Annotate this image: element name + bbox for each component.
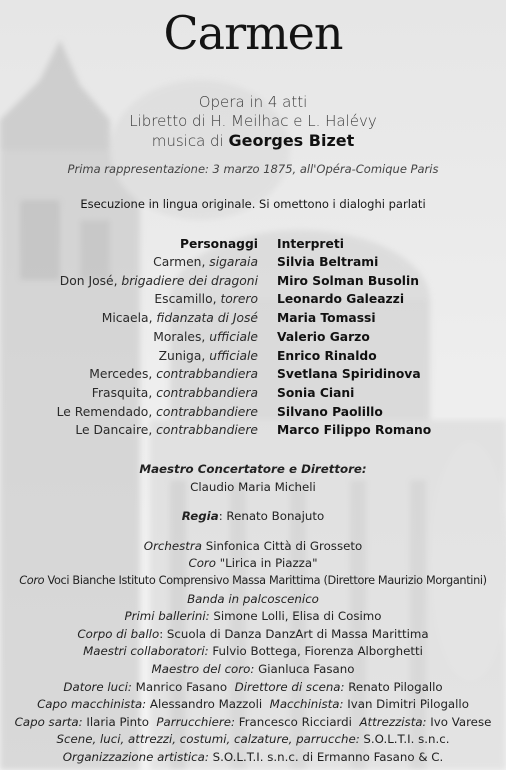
character-name: Escamillo, — [154, 292, 217, 307]
character-name: Morales, — [153, 329, 206, 344]
character-name: Carmen, — [153, 255, 206, 269]
performer-name: Miro Solman Busolin — [277, 273, 419, 288]
character-description: ufficiale — [209, 329, 258, 344]
performer-name: Silvia Beltrami — [277, 255, 379, 269]
character-name: Le Remendado, — [56, 404, 153, 419]
character-description: fidanzata di José — [156, 311, 258, 326]
cast-role — [75, 423, 258, 437]
wardrobe-line: Capo sarta: Ilaria Pinto Parrucchiere: Francesco Ricciardi Attrezzista: Ivo Varese — [14, 715, 492, 729]
character-description: contrabbandiera — [156, 367, 258, 382]
performer-name: Leonardo Galeazzi — [277, 292, 405, 307]
cast-role — [102, 311, 258, 325]
cast-row — [0, 292, 506, 310]
direction-line — [0, 509, 506, 523]
cast-row — [0, 367, 506, 385]
premiere-note: Prima rappresentazione: 3 marzo 1875, all'Opéra-Comique Paris — [67, 162, 439, 176]
performer-name: Valerio Garzo — [277, 329, 370, 344]
cast-row — [0, 349, 506, 367]
character-name: Don José, — [59, 273, 118, 288]
cast-role — [154, 292, 258, 306]
performer-name: Sonia Ciani — [277, 385, 355, 400]
performer-name: Silvano Paolillo — [277, 404, 383, 419]
character-name: Zuniga, — [158, 348, 206, 363]
children-chorus-line: Coro Voci Bianche Istituto Comprensivo Massa Marittima (Direttore Maurizio Morgantini) — [19, 574, 487, 587]
performer-name: Marco Filippo Romano — [277, 423, 432, 438]
cast-row — [0, 386, 506, 404]
cast-header-role: Personaggi — [179, 237, 258, 251]
conductor-label: Maestro Concertatore e Direttore: — [139, 462, 367, 476]
character-description: sigaraia — [209, 255, 258, 269]
opera-title: Carmen — [163, 6, 343, 60]
cast-header-row — [0, 237, 506, 255]
composer-name: Georges Bizet — [228, 131, 355, 150]
cast-role — [153, 255, 258, 269]
cast-header-actor: Interpreti — [277, 237, 344, 251]
corps-de-ballet-line: Corpo di ballo: Scuola di Danza DanzArt di Massa Marittima — [77, 627, 429, 641]
orchestra-line: Orchestra Sinfonica Città di Grosseto — [143, 539, 363, 553]
cast-role — [159, 349, 258, 363]
character-name: Micaela, — [101, 311, 153, 326]
performer-name: Svetlana Spiridinova — [277, 367, 421, 382]
character-name: Le Dancaire, — [75, 423, 153, 438]
conductor-name: Claudio Maria Micheli — [190, 480, 316, 494]
character-description: contrabbandiera — [156, 385, 258, 400]
direction-label: Regia — [181, 509, 219, 523]
character-description: brigadiere dei dragoni — [121, 273, 258, 288]
machinists-line: Capo macchinista: Alessandro Mazzoli Macchinista: Ivan Dimitri Pilogallo — [37, 697, 469, 711]
cast-role — [60, 274, 258, 288]
lighting-stage-line: Datore luci: Manrico Fasano Direttore di scena: Renato Pilogallo — [63, 680, 443, 694]
chorus-line: Coro "Lirica in Piazza" — [188, 556, 318, 570]
cast-row — [0, 274, 506, 292]
performer-name: Enrico Rinaldo — [277, 348, 377, 363]
cast-row — [0, 405, 506, 423]
music-by-label: musica di — [151, 132, 224, 150]
subtitle-line-1: Opera in 4 atti — [198, 93, 308, 111]
cast-role — [153, 330, 258, 344]
character-description: ufficiale — [209, 348, 258, 363]
organization-line: Organizzazione artistica: S.O.L.T.I. s.n.c. di Ermanno Fasano & C. — [62, 750, 444, 764]
subtitle-line-2: Libretto di H. Meilhac e L. Halévy — [129, 112, 377, 130]
cast-role — [57, 405, 258, 419]
scenery-line: Scene, luci, attrezzi, costumi, calzature, parrucche: S.O.L.T.I. s.n.c. — [56, 732, 450, 746]
chorus-master-line: Maestro del coro: Gianluca Fasano — [151, 662, 355, 676]
cast-role — [89, 367, 258, 381]
character-name: Frasquita, — [91, 385, 153, 400]
cast-row — [0, 255, 506, 273]
character-description: torero — [220, 292, 258, 307]
character-description: contrabbandiere — [156, 423, 258, 438]
cast-row — [0, 330, 506, 348]
stage-band-line: Banda in palcoscenico — [187, 592, 319, 606]
character-description: contrabbandiere — [156, 404, 258, 419]
cast-role — [92, 386, 258, 400]
cast-row — [0, 423, 506, 441]
director-name: : Renato Bonajuto — [218, 509, 325, 523]
subtitle-line-3 — [0, 131, 506, 150]
execution-note: Esecuzione in lingua originale. Si omettono i dialoghi parlati — [80, 197, 426, 211]
performer-name: Maria Tomassi — [277, 311, 376, 326]
dancers-line: Primi ballerini: Simone Lolli, Elisa di Cosimo — [124, 609, 382, 623]
cast-row — [0, 311, 506, 329]
collaborators-line: Maestri collaboratori: Fulvio Bottega, Fiorenza Alborghetti — [83, 644, 423, 658]
character-name: Mercedes, — [89, 367, 153, 382]
